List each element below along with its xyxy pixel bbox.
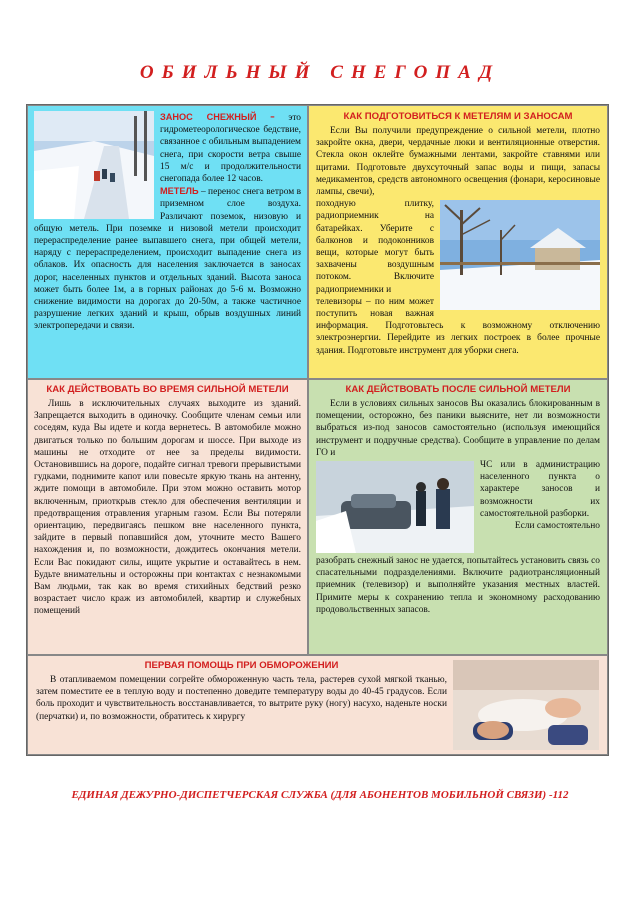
heading-after: КАК ДЕЙСТВОВАТЬ ПОСЛЕ СИЛЬНОЙ МЕТЕЛИ (345, 384, 571, 395)
prepare-text-top: Если Вы получили предупреждение о сильной метели, плотно закройте окна, двери, чердачные люки и вентиляционные отверстия. Стекла окон оклейте бумажными лентами, закройте ставнями или щитами. Подготовьте двухсуточный запас воды и пищи, запасы медикаментов, средств автономного освещения (фонари, керосиновые лампы, свечи), (316, 126, 600, 198)
panel-definitions (27, 105, 308, 379)
term-blizzard: МЕТЕЛЬ (160, 186, 199, 197)
after-text-wrap: ЧС или в администрацию населенного пункта о характере заносов и возможности их самостоятельной разборки. (480, 460, 600, 519)
bandaged-hand-photo (453, 660, 599, 750)
after-text-wrap2: Если самостоятельно (514, 521, 600, 532)
prepare-text-wrap: походную плитку, радиоприемник на батарейках. Уберите с балконов и подоконников вещи, которые могут быть захвачены воздушным потоком. Включите радиоприемники и (316, 199, 434, 295)
first-aid-text: В отапливаемом помещении согрейте обмороженную часть тела, растерев сухой мягкой тканью, затем поместите ее в теплую воду и постепенно доведите температуру воды до 40-45 градусов. Если боль проходит и чувствительность восстанавливается, то вытрите руку (ногу) насухо, наденьте носки (перчатки) и, по возможности, обратитесь к хирургу (36, 675, 447, 722)
prepare-text-bottom: телевизоры – по ним может поступить новая важная информация. Подготовьтесь к возможному отключению электроэнергии. Перейдите из легких построек в более прочные здания. Подготовьте инструмент для уборки снега. (316, 296, 600, 356)
snow-drift-definition: это гидрометеорологическое бедствие, связанное с обильным выпадением снега, при скорости ветра свыше 15 м/с и продолжительности снегопада более 12 часов. (160, 113, 301, 185)
panel-prepare (308, 105, 608, 379)
snow-train-photo (34, 111, 154, 219)
snowy-village-photo (440, 200, 600, 310)
footer-hotline: ЕДИНАЯ ДЕЖУРНО-ДИСПЕТЧЕРСКАЯ СЛУЖБА (ДЛЯ АБОНЕНТОВ МОБИЛЬНОЙ СВЯЗИ) -112 (71, 789, 569, 801)
after-text-top: Если в условиях сильных заносов Вы оказались блокированным в помещении, осторожно, без паники выясните, нет ли возможности выбраться из-под заносов самостоятельно (используя имеющийся инструмент и подручные средства). Сообщите в управление по делам ГО и (316, 399, 600, 458)
cars-in-snow-photo (316, 461, 474, 553)
during-text: Лишь в исключительных случаях выходите из зданий. Запрещается выходить в одиночку. Сообщите членам семьи или соседям, куда Вы идете и когда вернетесь. В автомобиле можно двигаться только по большим дорогам и шоссе. При выходе из машины не отходите от нее за пределы видимости. Остановившись на дороге, подайте сигнал тревоги прерывистыми гудками, поднимите капот или повесьте яркую ткань на антенну, ждите помощи в автомобиле. При этом можно оставить мотор включенным, приоткрыв стекло для обеспечения вентиляции и предотвращения отравления угарным газом. Если Вы потеряли ориентацию, передвигаясь пешком вне населенного пункта, зайдите в первый попавшийся дом, уточните место Вашего нахождения и, по возможности, дождитесь окончания метели. Если Вас покидают силы, ищите укрытие и оставайтесь в нем. Будьте внимательны и осторожны при контактах с незнакомыми Вам людьми, так как во время стихийных бедствий резко возрастает число краж из автомобилей, квартир и служебных помещений (34, 399, 301, 617)
heading-during: КАК ДЕЙСТВОВАТЬ ВО ВРЕМЯ СИЛЬНОЙ МЕТЕЛИ (46, 384, 289, 395)
panel-after (308, 379, 608, 655)
heading-first-aid: ПЕРВАЯ ПОМОЩЬ ПРИ ОБМОРОЖЕНИИ (144, 660, 339, 671)
term-dash: - (270, 109, 275, 124)
page-title: ОБИЛЬНЫЙ СНЕГОПАД (139, 62, 501, 83)
heading-prepare: КАК ПОДГОТОВИТЬСЯ К МЕТЕЛЯМ И ЗАНОСАМ (343, 111, 573, 122)
panel-first-aid (27, 655, 608, 755)
term-snow-drift: ЗАНОС СНЕЖНЫЙ (160, 112, 257, 122)
panel-during (27, 379, 308, 655)
after-text-bottom: разобрать снежный занос не удается, попытайтесь установить связь со спасательными подразделениями. Включите радиотрансляционный приемник (телевизор) и выполняйте указания местных властей. Примите меры к сохранению тепла и экономному расходованию продовольственных запасов. (316, 556, 600, 615)
info-grid (26, 104, 609, 756)
blizzard-definition: – перенос снега ветром в приземном слое воздуха. Различают поземок, низовую и общую метель. При поземке и низовой метели происходит перераспределение ранее выпавшего снега, при общей метели, наряду с перераспределением, происходит выпадение снега из облаков. Их опасность для населения заключается в заносах дорог, населенных пунктов и отдельных зданий. Высота заноса может быть более 1м, а в горных районах до 5-6 м. Возможно снижение видимости на дорогах до 20-50м, а также частичное разрушение легких зданий и крыш, обрыв воздушных линий электропередачи и связи. (34, 187, 301, 332)
